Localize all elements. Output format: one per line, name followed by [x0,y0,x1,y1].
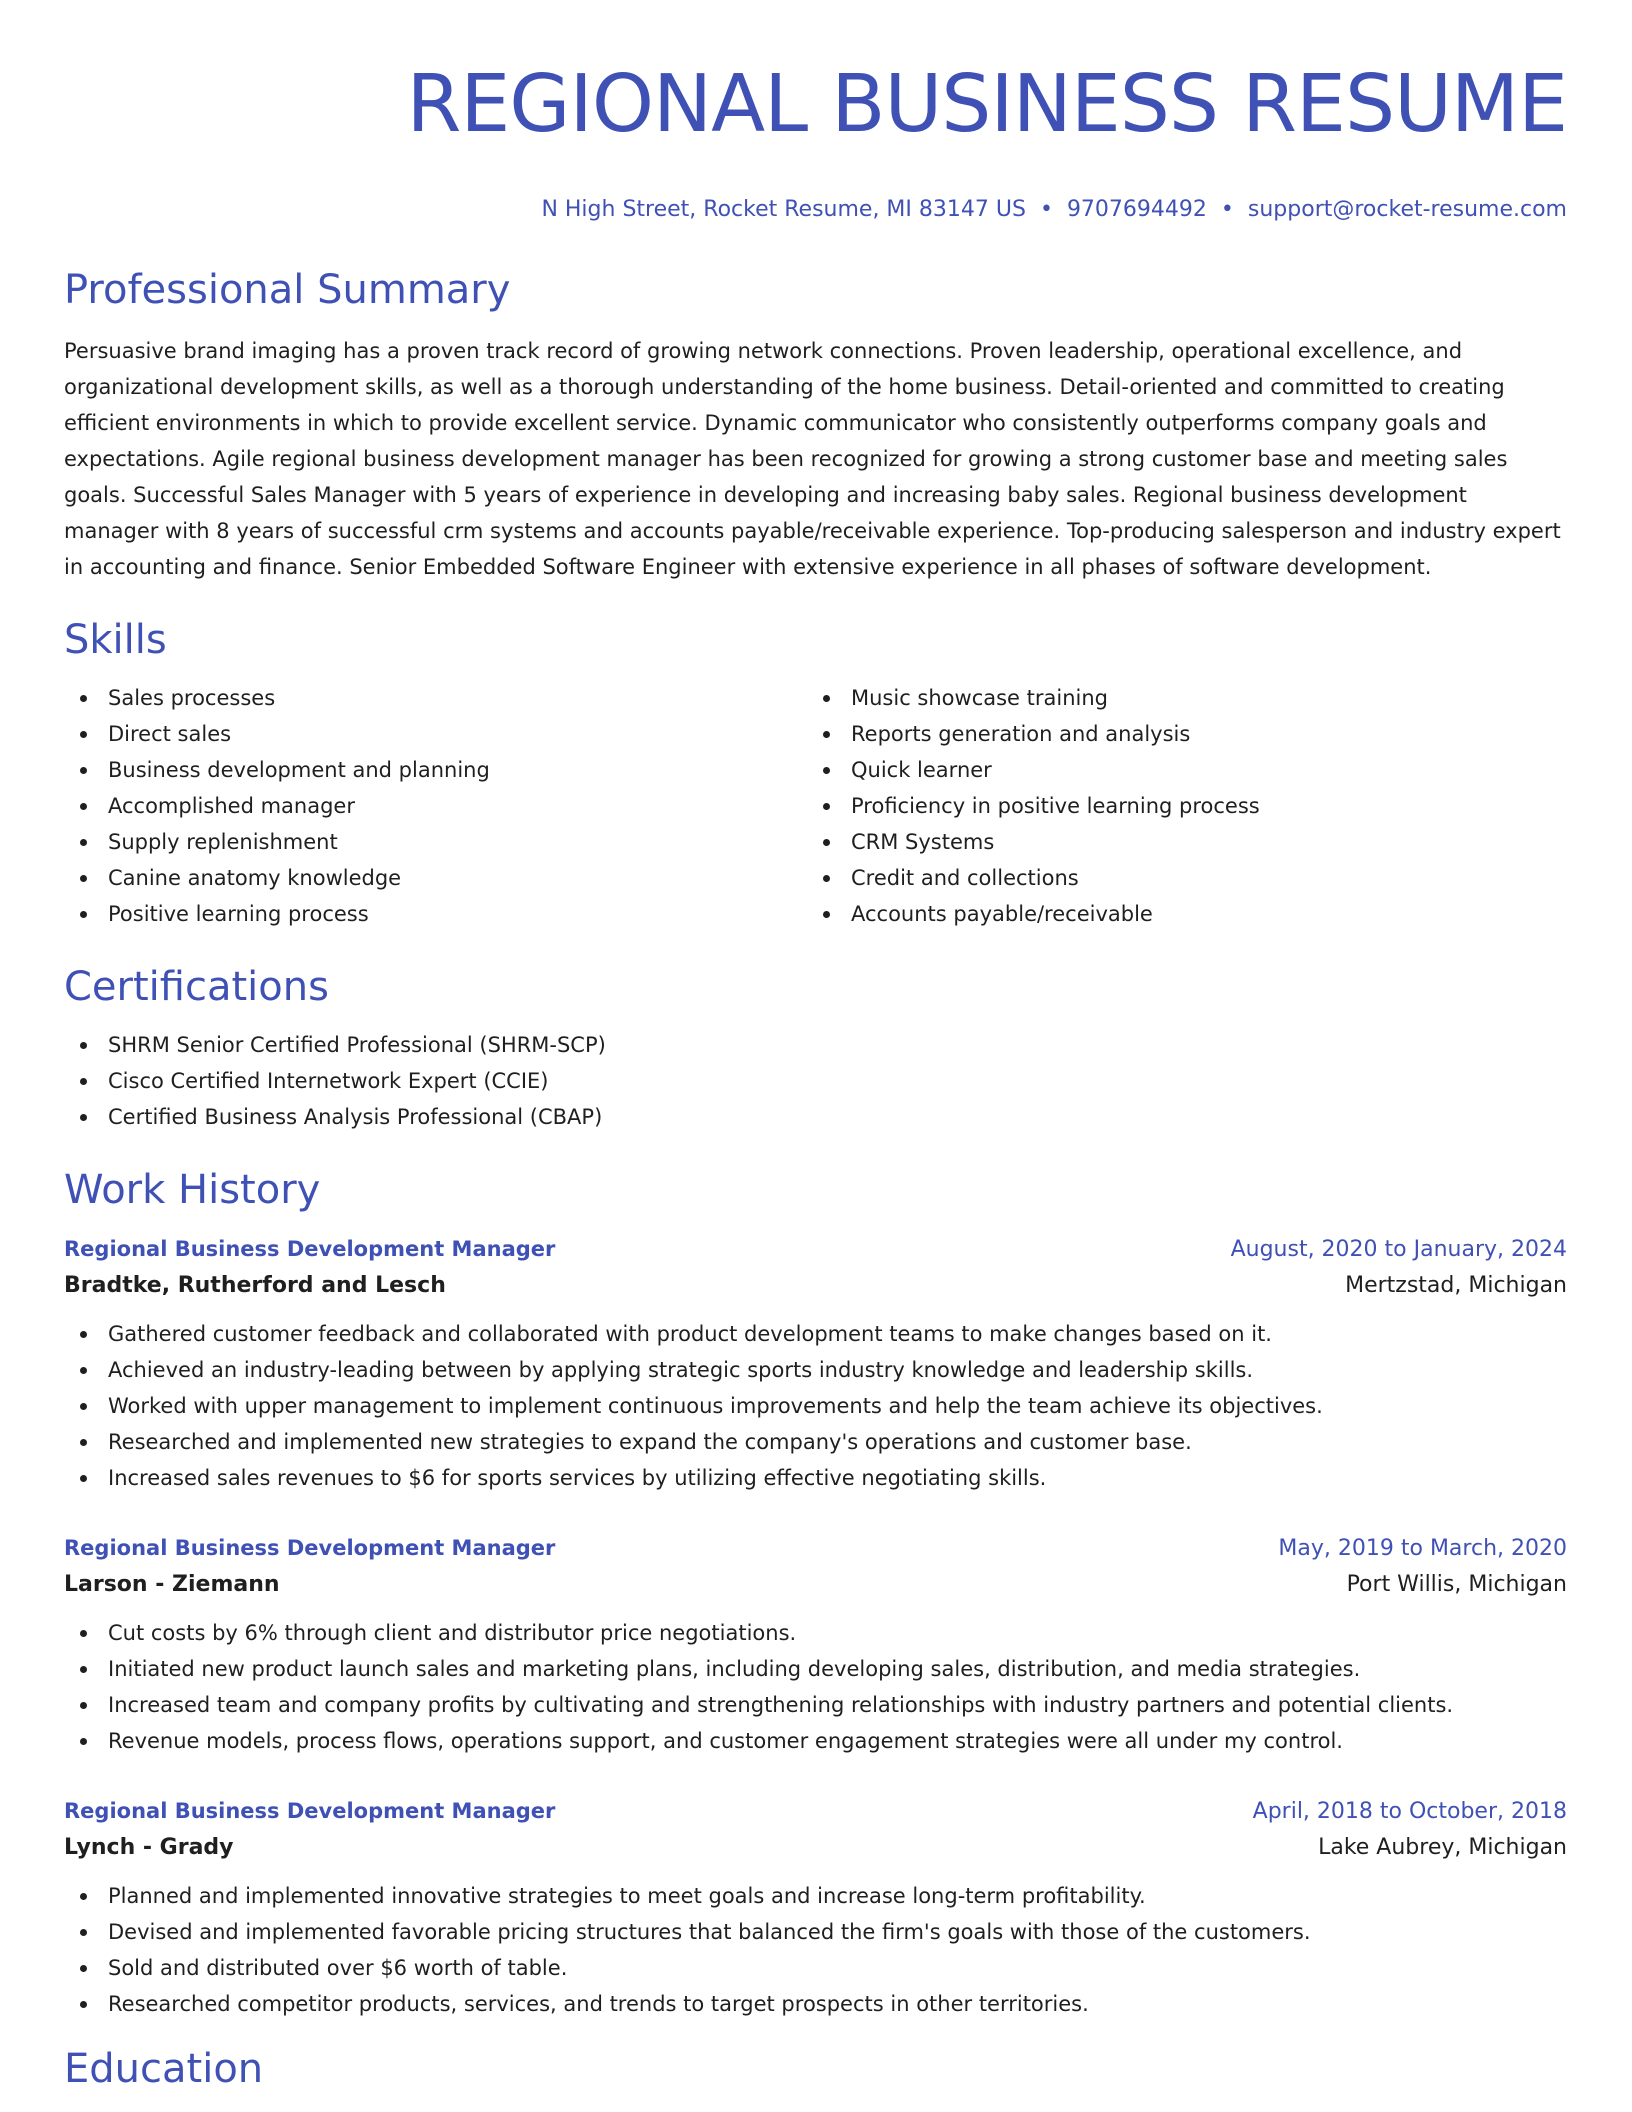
contact-line [64,195,1567,225]
skill-item: Accounts payable/receivable [807,896,1550,932]
skills-column-right [807,680,1550,932]
education-section [64,2044,1567,2094]
skill-item: Quick learner [807,752,1550,788]
resume-page [64,0,1567,2094]
job-duty-item: Gathered customer feedback and collaborated with product development teams to make changes based on it. [64,1316,1567,1352]
certifications-list [64,1027,1567,1135]
contact-separator: • [1039,197,1053,222]
job-location: Mertzstad, Michigan [1345,1273,1567,1298]
skills-grid [64,680,1567,932]
skill-item: Supply replenishment [64,824,807,860]
job-duties-list [64,1615,1567,1759]
skill-item: Accomplished manager [64,788,807,824]
skill-item: Credit and collections [807,860,1550,896]
job-company: Lynch - Grady [64,1835,234,1860]
job-title-row [64,1795,1567,1828]
job-company-row [64,1266,1567,1306]
education-heading: Education [64,2046,264,2092]
work-history-heading: Work History [64,1167,321,1213]
contact-phone: 9707694492 [1066,197,1207,222]
skill-item: Music showcase training [807,680,1550,716]
job-duty-item: Sold and distributed over $6 worth of table. [64,1950,1567,1986]
job-location: Port Willis, Michigan [1346,1572,1567,1597]
job-duty-item: Researched and implemented new strategies to expand the company's operations and customer base. [64,1424,1567,1460]
job-location: Lake Aubrey, Michigan [1318,1835,1567,1860]
skill-item: Sales processes [64,680,807,716]
job-duty-item: Achieved an industry-leading between by applying strategic sports industry knowledge and leadership skills. [64,1352,1567,1388]
job-dates: May, 2019 to March, 2020 [1278,1536,1567,1561]
job-dates: April, 2018 to October, 2018 [1252,1799,1567,1824]
skill-item: Proficiency in positive learning process [807,788,1550,824]
skills-list-left [64,680,807,932]
summary-heading: Professional Summary [64,267,511,313]
job-title-row [64,1532,1567,1565]
skill-item: Reports generation and analysis [807,716,1550,752]
skill-item: Canine anatomy knowledge [64,860,807,896]
certification-item: Cisco Certified Internetwork Expert (CCIE) [64,1063,1567,1099]
resume-title: REGIONAL BUSINESS RESUME [406,58,1567,150]
job-entry [64,1233,1567,1496]
job-company: Bradtke, Rutherford and Lesch [64,1273,446,1298]
skills-heading: Skills [64,617,167,663]
skills-column-left [64,680,807,932]
skill-item: Business development and planning [64,752,807,788]
job-duty-item: Planned and implemented innovative strategies to meet goals and increase long-term profitability. [64,1878,1567,1914]
job-duty-item: Researched competitor products, services, and trends to target prospects in other territories. [64,1986,1567,2022]
job-duty-item: Devised and implemented favorable pricing structures that balanced the firm's goals with those of the customers. [64,1914,1567,1950]
contact-separator: • [1220,197,1234,222]
job-entry [64,1532,1567,1759]
job-duty-item: Increased sales revenues to $6 for sports services by utilizing effective negotiating skills. [64,1460,1567,1496]
job-title: Regional Business Development Manager [64,1237,556,1261]
job-company-row [64,1565,1567,1605]
skills-section [64,615,1567,932]
job-duty-item: Initiated new product launch sales and marketing plans, including developing sales, distribution, and media strategies. [64,1651,1567,1687]
job-title-row [64,1233,1567,1266]
job-duty-item: Revenue models, process flows, operations support, and customer engagement strategies were all under my control. [64,1723,1567,1759]
job-company: Larson - Ziemann [64,1572,280,1597]
summary-section [64,265,1567,585]
certification-item: SHRM Senior Certified Professional (SHRM-SCP) [64,1027,1567,1063]
resume-header [64,56,1567,225]
job-duty-item: Increased team and company profits by cultivating and strengthening relationships with industry partners and potential clients. [64,1687,1567,1723]
job-company-row [64,1828,1567,1868]
certifications-heading: Certifications [64,964,329,1010]
skill-item: Direct sales [64,716,807,752]
job-title: Regional Business Development Manager [64,1799,556,1823]
job-duties-list [64,1878,1567,2022]
work-history-section [64,1165,1567,2022]
job-dates: August, 2020 to January, 2024 [1230,1237,1567,1262]
job-entry [64,1795,1567,2022]
skill-item: Positive learning process [64,896,807,932]
job-duty-item: Worked with upper management to implement continuous improvements and help the team achieve its objectives. [64,1388,1567,1424]
summary-text: Persuasive brand imaging has a proven track record of growing network connections. Proven leadership, operational excellence, and organizational development skills, as well as a thorough understanding of the home business. Detail-oriented and committed to creating efficient environments in which to provide excellent service. Dynamic communicator who consistently outperforms company goals and expectations. Agile regional business development manager has been recognized for growing a strong customer base and meeting sales goals. Successful Sales Manager with 5 years of experience in developing and increasing baby sales. Regional business development manager with 8 years of successful crm systems and accounts payable/receivable experience. Top-producing salesperson and industry expert in accounting and finance. Senior Embedded Software Engineer with extensive experience in all phases of software development. [64,339,1561,579]
job-title: Regional Business Development Manager [64,1536,556,1560]
contact-email: support@rocket-resume.com [1247,197,1567,222]
job-duty-item: Cut costs by 6% through client and distributor price negotiations. [64,1615,1567,1651]
skill-item: CRM Systems [807,824,1550,860]
certification-item: Certified Business Analysis Professional (CBAP) [64,1099,1567,1135]
job-duties-list [64,1316,1567,1496]
certifications-section [64,962,1567,1135]
contact-address: N High Street, Rocket Resume, MI 83147 US [541,197,1026,222]
skills-list-right [807,680,1550,932]
